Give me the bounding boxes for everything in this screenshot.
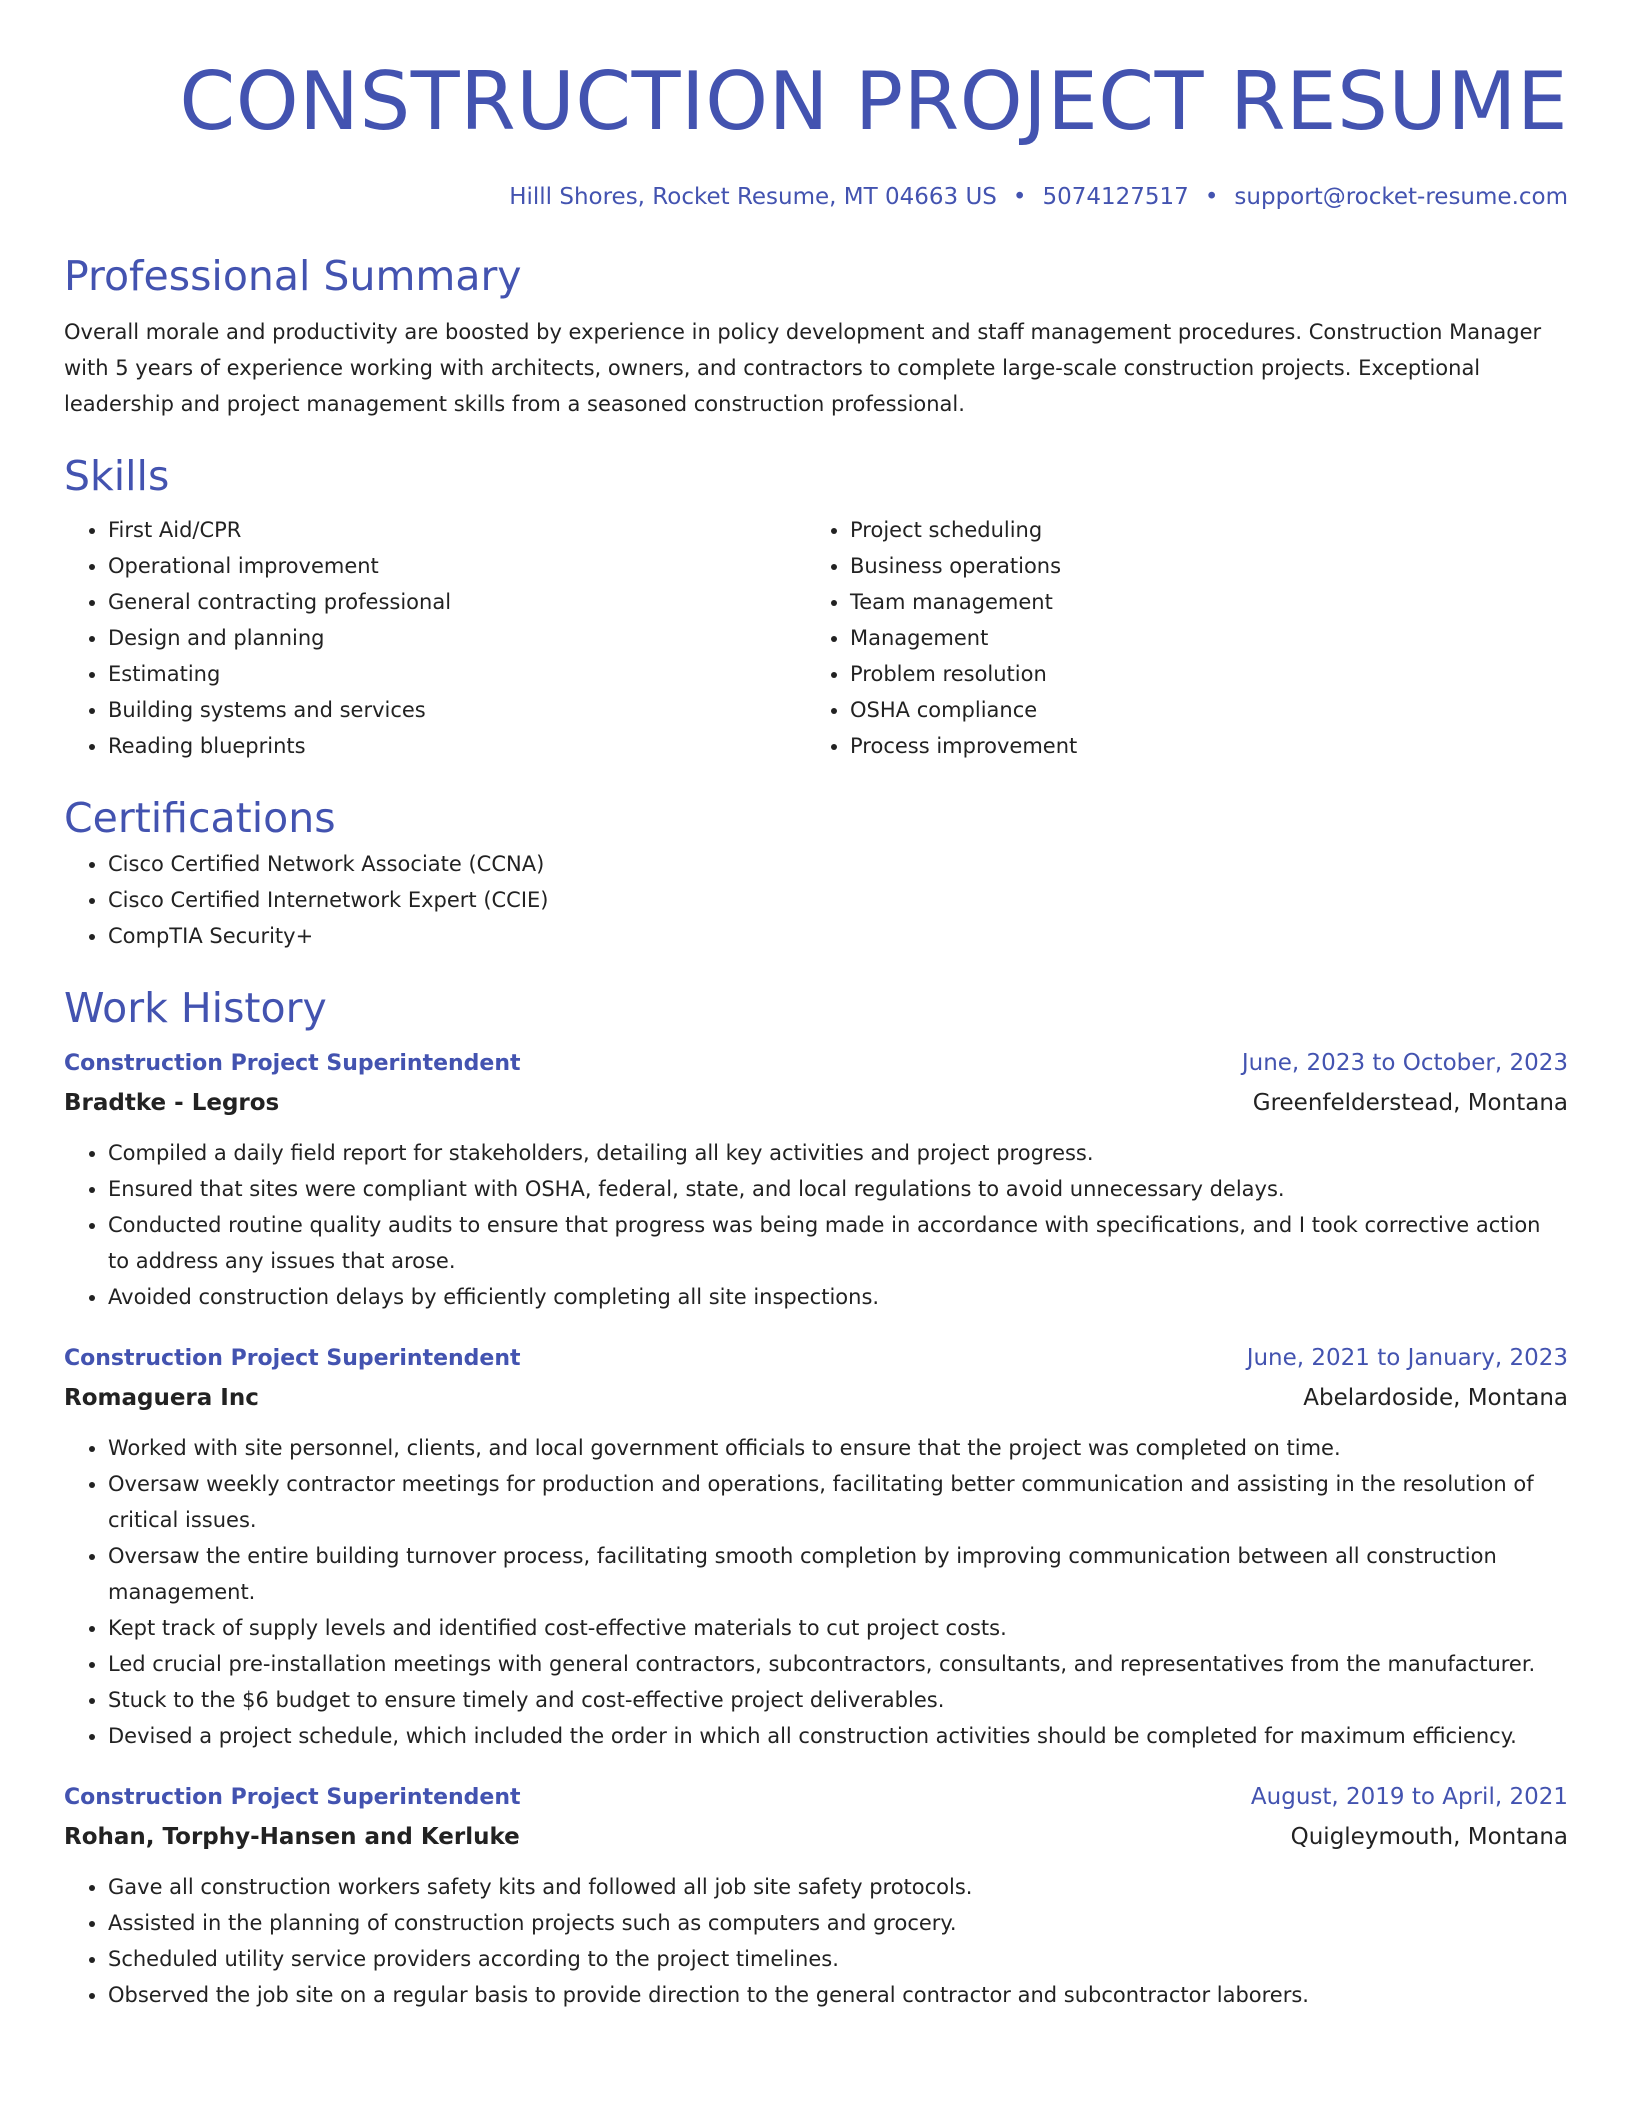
job-company-row	[64, 1378, 1568, 1418]
skill-item: • Business operations	[850, 548, 1548, 584]
job-entry	[64, 1778, 1568, 2013]
job-bullet: • Kept track of supply levels and identified cost-effective materials to cut project costs.	[108, 1610, 1568, 1646]
job-bullet: • Conducted routine quality audits to ensure that progress was being made in accordance with specifications, and I took corrective action to address any issues that arose.	[108, 1207, 1568, 1279]
job-company: Romaguera Inc	[64, 1385, 259, 1411]
resume-title: CONSTRUCTION PROJECT RESUME	[179, 55, 1568, 148]
skill-item: • General contracting professional	[108, 584, 806, 620]
summary-text: Overall morale and productivity are boosted by experience in policy development and staff management procedures. Construction Manager with 5 years of experience working with architects, owners, and contractors to complete large-scale construction projects. Exceptional leadership and project management skills from a seasoned construction professional.	[64, 320, 1542, 416]
job-bullet: • Oversaw weekly contractor meetings for production and operations, facilitating better communication and assisting in the resolution of critical issues.	[108, 1466, 1568, 1538]
job-bullet: • Stuck to the $6 budget to ensure timely and cost-effective project deliverables.	[108, 1682, 1568, 1718]
job-bullet: • Devised a project schedule, which included the order in which all construction activities should be completed for maximum efficiency.	[108, 1718, 1568, 1754]
skill-item: • Reading blueprints	[108, 728, 806, 764]
certification-item: • CompTIA Security+	[108, 918, 1568, 954]
skill-item: • Project scheduling	[850, 512, 1548, 548]
skill-item: • First Aid/CPR	[108, 512, 806, 548]
job-bullets	[64, 1135, 1568, 1315]
job-dates: August, 2019 to April, 2021	[1250, 1784, 1568, 1810]
job-location: Quigleymouth, Montana	[1290, 1824, 1568, 1850]
job-bullets	[64, 1869, 1568, 2013]
skills-list-right	[806, 512, 1548, 764]
job-title-row	[64, 1339, 1568, 1378]
job-company-row	[64, 1083, 1568, 1123]
job-title: Construction Project Superintendent	[64, 1051, 521, 1076]
skills-column-right	[806, 512, 1548, 764]
job-company: Bradtke - Legros	[64, 1090, 280, 1116]
job-title: Construction Project Superintendent	[64, 1346, 521, 1371]
job-title-row	[64, 1044, 1568, 1083]
contact-phone[interactable]: 5074127517	[1042, 184, 1189, 210]
skills-grid	[64, 512, 1568, 764]
skill-item: • Building systems and services	[108, 692, 806, 728]
job-dates: June, 2021 to January, 2023	[1246, 1345, 1568, 1371]
job-bullet: • Oversaw the entire building turnover process, facilitating smooth completion by improving communication between all construction management.	[108, 1538, 1568, 1610]
skills-column-left	[64, 512, 806, 764]
resume-header	[64, 0, 1568, 214]
skill-item: • Management	[850, 620, 1548, 656]
work-history-heading: Work History	[64, 984, 327, 1032]
job-dates: June, 2023 to October, 2023	[1241, 1050, 1568, 1076]
summary-heading: Professional Summary	[64, 252, 522, 300]
summary-section	[64, 248, 1568, 422]
skill-item: • Operational improvement	[108, 548, 806, 584]
job-bullet: • Avoided construction delays by efficiently completing all site inspections.	[108, 1279, 1568, 1315]
contact-email[interactable]: support@rocket-resume.com	[1234, 184, 1568, 210]
job-entry	[64, 1044, 1568, 1315]
job-bullet: • Ensured that sites were compliant with OSHA, federal, state, and local regulations to avoid unnecessary delays.	[108, 1171, 1568, 1207]
certification-item: • Cisco Certified Network Associate (CCNA)	[108, 846, 1568, 882]
job-bullet: • Scheduled utility service providers according to the project timelines.	[108, 1941, 1568, 1977]
skill-item: • Problem resolution	[850, 656, 1548, 692]
job-title: Construction Project Superintendent	[64, 1785, 521, 1810]
skills-section	[64, 448, 1568, 764]
job-bullet: • Worked with site personnel, clients, and local government officials to ensure that the project was completed on time.	[108, 1430, 1568, 1466]
job-company-row	[64, 1817, 1568, 1857]
work-history-section	[64, 980, 1568, 2013]
contact-line	[64, 180, 1568, 214]
job-entry	[64, 1339, 1568, 1754]
skill-item: • Team management	[850, 584, 1548, 620]
contact-separator: •	[1204, 184, 1219, 210]
job-bullet: • Led crucial pre-installation meetings with general contractors, subcontractors, consultants, and representatives from the manufacturer.	[108, 1646, 1568, 1682]
job-bullet: • Assisted in the planning of construction projects such as computers and grocery.	[108, 1905, 1568, 1941]
certifications-list	[64, 846, 1568, 954]
contact-address: Hilll Shores, Rocket Resume, MT 04663 US	[509, 184, 997, 210]
job-location: Greenfelderstead, Montana	[1252, 1090, 1568, 1116]
job-location: Abelardoside, Montana	[1303, 1385, 1568, 1411]
skill-item: • OSHA compliance	[850, 692, 1548, 728]
certifications-heading: Certifications	[64, 794, 336, 842]
skills-heading: Skills	[64, 452, 170, 500]
job-bullet: • Gave all construction workers safety kits and followed all job site safety protocols.	[108, 1869, 1568, 1905]
contact-separator: •	[1012, 184, 1027, 210]
certifications-section	[64, 790, 1568, 954]
job-title-row	[64, 1778, 1568, 1817]
job-bullet: • Compiled a daily field report for stakeholders, detailing all key activities and project progress.	[108, 1135, 1568, 1171]
skill-item: • Process improvement	[850, 728, 1548, 764]
job-bullet: • Observed the job site on a regular basis to provide direction to the general contractor and subcontractor laborers.	[108, 1977, 1568, 2013]
job-bullets	[64, 1430, 1568, 1754]
job-company: Rohan, Torphy-Hansen and Kerluke	[64, 1824, 520, 1850]
skill-item: • Estimating	[108, 656, 806, 692]
skills-list-left	[64, 512, 806, 764]
skill-item: • Design and planning	[108, 620, 806, 656]
certification-item: • Cisco Certified Internetwork Expert (CCIE)	[108, 882, 1568, 918]
